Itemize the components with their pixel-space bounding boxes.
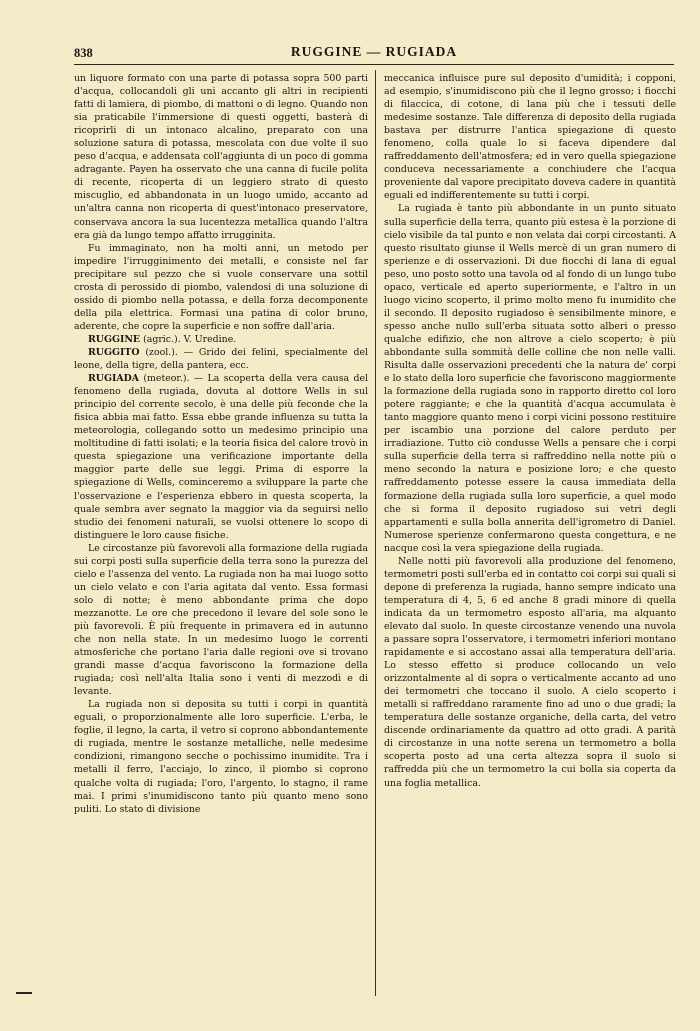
page-header — [74, 42, 674, 64]
dictionary-entry — [74, 333, 368, 346]
entry-text: (zool.). — Grido dei felini, specialmente del leone, della tigre, della pantera, ecc. — [74, 346, 368, 372]
paragraph: Nelle notti più favorevoli alla produzione del fenomeno, termometri posti sull'erba ed in contatto coi corpi sui quali si depone di preferenza la rugiada, hanno sempre indicato una temperatura di 4, 5, 6 ed anche 8 gradi minore di quella indicata da un termometro esposto all'aria, ma alquanto elevato dal suolo. In queste circostanze venendo una nuvola a passare sopra l'osservatore, i termometri inferiori montano rapidamente e si accostano assai alla temperatura dell'aria. Lo stesso effetto si produce collocando un velo orizzontalmente al di sopra o verticalmente accanto ad uno dei termometri che toccano il suolo. A cielo scoperto i metalli si raffreddano raramente fino ad uno o due gradi; la temperatura delle sostanze organiche, della carta, del vetro discende ordinariamente da quattro ad otto gradi. A parità di circostanze in una notte serena un termometro a bolla scoperta posto ad una certa altezza sopra il suolo si raffredda più che un termometro la cui bolla sia coperta da una foglia metallica. — [384, 555, 676, 789]
paragraph-continued: meccanica influisce pure sul deposito d'umidità; i copponi, ad esempio, s'inumidiscono più che il legno grosso; i fiocchi di filaccica, di cotone, di lana più che i tessuti delle medesime sostanze. Tale differenza di deposito della rugiada bastava per distrurre l'antica spiegazione di questo fenomeno, colla quale lo si faceva dipendere dal raffreddamento dell'atmosfera; ed in vero quella spiegazione conduceva necessariamente a conchiudere che l'acqua proveniente dal vapore precipitato doveva cadere in quantità eguali ed indifferentemente su tutti i corpi. — [384, 73, 676, 202]
entry-text: (meteor.). — La scoperta della vera causa del fenomeno della rugiada, dovuta al dottore Wells in sul principio del corrente secolo, è una delle più feconde che la fisica abbia mai fatto. Essa ebbe grande influenza su tutta la meteorologia, collegando sotto un medesimo principio una moltitudine di fatti isolati; e la teoria fisica del calore trovò in questa spiegazione una verificazione importante della maggior parte delle sue leggi. Prima di esporre la spiegazione di Wells, cominceremo a sviluppare la parte che l'osservazione e l'esperienza ebbero in questa scoperta, la quale sembra aver segnato la maggior via da seguirsi nello studio dei fenomeni naturali, se vuolsi ottenere lo scopo di distinguere le loro cause fisiche. — [74, 373, 368, 541]
entry-headword: RUGGITO — [88, 346, 140, 358]
dictionary-entry — [74, 372, 368, 542]
paragraph-continued: un liquore formato con una parte di potassa sopra 500 parti d'acqua, collocandoli gli uni accanto gli altri in recipienti fatti di lamiera, di piombo, di mattoni o di legno. Quando non sia praticabile l'immersione di questi oggetti, basterà di ricoprirli di un intonaco alcalino, preparato con una soluzione satura di potassa, mescolata con due volte il suo peso d'acqua, e addensata coll'aggiunta di un poco di gomma adragante. Payen ha osservato che una canna di fucile polita di recente, ricoperta di un leggiero strato di questo miscuglio, ed abbandonata in un luogo umido, accanto ad un'altra canna non ricoperta di quest'intonaco preservatore, conservava ancora la sua lucentezza metallica quando l'altra era già da lungo tempo affatto irrugginita. — [74, 73, 368, 241]
header-rule — [74, 64, 674, 65]
paragraph: Fu immaginato, non ha molti anni, un metodo per impedire l'irrugginimento dei metalli, e consiste nel far precipitare sul pezzo che si vuole conservare una sottil crosta di perossido di piombo, valendosi di una soluzione di ossido di piombo nella potassa, e della forza decomponente della pila elettrica. Formasi una patina di color bruno, aderente, che copre la superficie e non soffre dall'aria. — [74, 242, 368, 332]
paragraph: La rugiada è tanto più abbondante in un punto situato sulla superficie della terra, quanto più estesa è la porzione di cielo visibile da tal punto e non velata dai corpi circostanti. A questo risultato giunse il Wells mercè di un gran numero di sperienze e di osservazioni. Di due fiocchi di lana di egual peso, uno posto sotto una tavola od al fondo di un lungo tubo opaco, verticale ed aperto superiormente, e l'altro in un luogo vicino scoperto, il primo molto meno fu inumidito che il secondo. Il deposito rugiadoso è sensibilmente minore, e spesso anche nullo sull'erba situata sotto alberi o presso qualche edifizio, che non altrove a cielo scoperto; è più abbondante sulla sommità delle colline che non nelle valli. Risulta dalle osservazioni precedenti che la natura de' corpi e lo stato della loro superficie che favoriscono maggiormente la formazione della rugiada sono in rapporto diretto col loro potere raggiante; e che la quantità d'acqua accumulata è tanto maggiore quanto meno i corpi vicini possono restituire per iscambio una porzione del calore perduto per irradiazione. Tutto ciò condusse Wells a pensare che i corpi sulla superficie della terra si raffreddino nella notte più o meno secondo la natura e posizione loro; e che questo raffreddamento potesse essere la causa immediata della formazione della rugiada sulla loro superficie, a quel modo che si forma il deposito rugiadoso sui vetri degli appartamenti e sulla bolla annerita dell'igrometro di Daniel. Numerose sperienze confermarono questa congettura, e ne nacque così la vera spiegazione della rugiada. — [384, 203, 676, 554]
margin-mark — [16, 992, 32, 994]
column-divider — [375, 70, 376, 996]
right-column — [384, 72, 676, 994]
dictionary-entry — [74, 346, 368, 372]
entry-headword: RUGGINE — [88, 333, 141, 345]
running-title: RUGGINE — RUGIADA — [290, 44, 458, 59]
paragraph: Le circostanze più favorevoli alla formazione della rugiada sui corpi posti sulla superficie della terra sono la purezza del cielo e l'assenza del vento. La rugiada non ha mai luogo sotto un cielo velato e con l'aria agitata dal vento. Essa formasi solo di notte; è meno abbondante prima che dopo mezzanotte. Le ore che precedono il levare del sole sono le più favorevoli. È più frequente in primavera ed in autunno che non nella state. In un medesimo luogo le correnti atmosferiche che portano l'aria dalle regioni ove si trovano grandi masse d'acqua favoriscono la formazione della rugiada; così nell'alta Italia sono i venti di mezzodì e di levante. — [74, 542, 368, 698]
paragraph: La rugiada non si deposita su tutti i corpi in quantità eguali, o proporzionalmente alle loro superficie. L'erba, le foglie, il legno, la carta, il vetro si coprono abbondantemente di rugiada, mentre le sostanze metalliche, nelle medesime condizioni, rimangono secche o pochissimo inumidite. Tra i metalli il ferro, l'acciajo, lo zinco, il piombo si coprono qualche volta di rugiada; l'oro, l'argento, lo stagno, il rame mai. I primi s'inumidiscono tanto più quanto meno sono puliti. Lo stato di divisione — [74, 699, 368, 815]
entry-text: (agric.). V. Uredine. — [140, 333, 237, 345]
page-number: 838 — [74, 46, 93, 60]
left-column — [74, 72, 368, 994]
entry-headword: RUGIADA — [88, 373, 140, 385]
